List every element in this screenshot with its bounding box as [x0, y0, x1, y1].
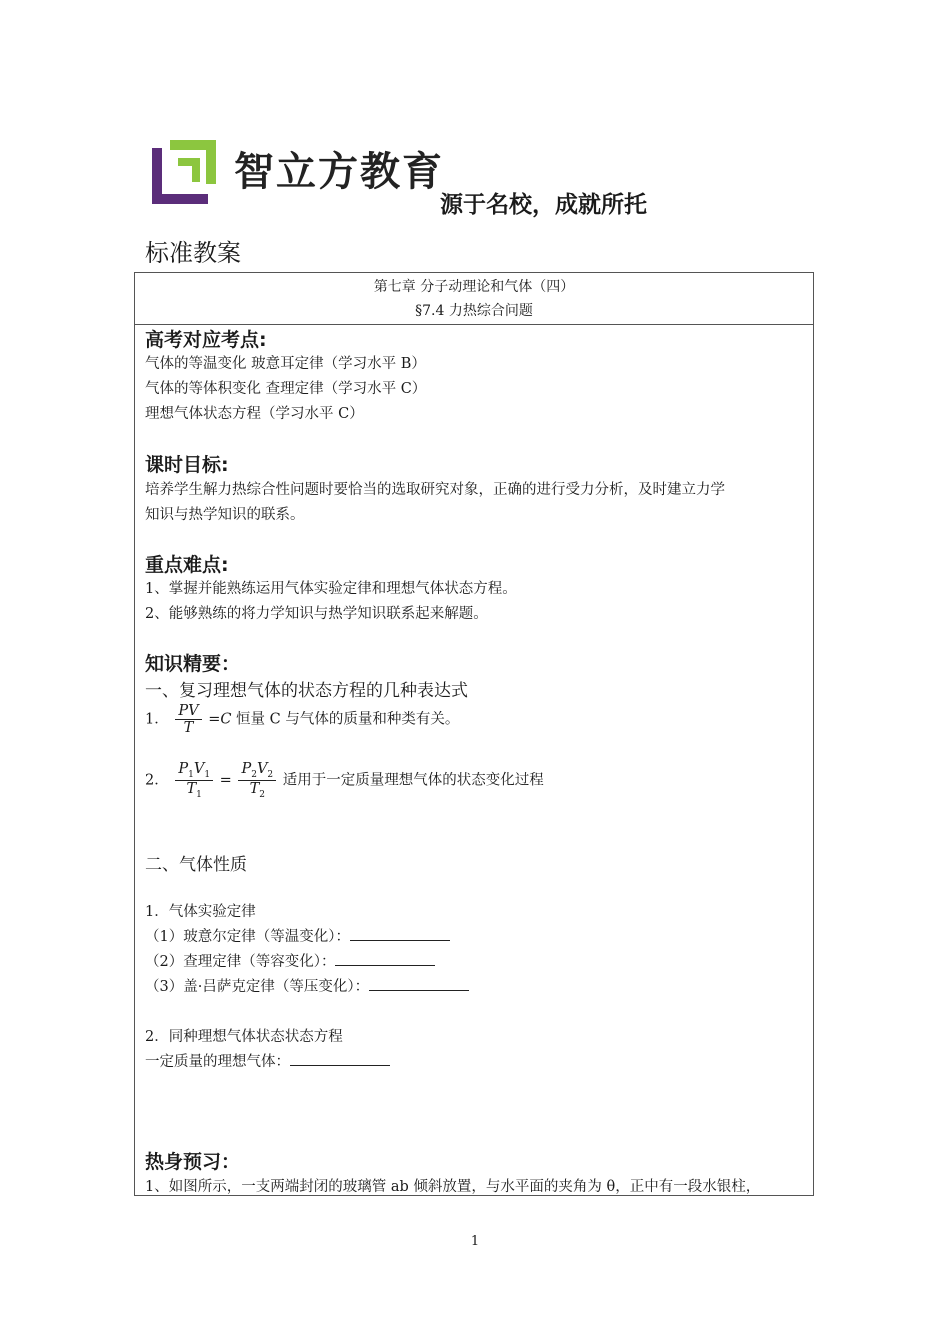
fraction-state-2: $\frac{P_2V_2}{T_2}$: [238, 761, 276, 800]
logo-green-inner: [178, 158, 200, 182]
equation-1: 1． $\frac{PV}{T}$ =C 恒量 C 与气体的质量和种类有关。: [145, 703, 460, 736]
mubiao-line: 培养学生解力热综合性问题时要恰当的选取研究对象，正确的进行受力分析，及时建立力学: [145, 482, 725, 498]
fraction-state-1: $\frac{P_1V_1}{T_1}$: [175, 761, 213, 800]
section-title: §7.4 力热综合问题: [415, 303, 533, 319]
mubiao-heading: 课时目标:: [145, 454, 229, 476]
mubiao-line: 知识与热学知识的联系。: [145, 507, 305, 523]
reshen-heading: 热身预习：: [145, 1151, 241, 1173]
kaodian-item: 气体的等温变化 玻意耳定律（学习水平 B）: [145, 356, 426, 372]
fraction-pv-over-t: $\frac{PV}{T}$: [175, 703, 201, 736]
fill-blank[interactable]: [290, 1051, 390, 1066]
zhongdian-heading: 重点难点:: [145, 554, 229, 576]
equation-2: 2． $\frac{P_1V_1}{T_1}$ = $\frac{P_2V_2}{T_2}$ 适用于一定质量理想气体的状态变化过程: [145, 761, 544, 800]
zhishi-heading: 知识精要：: [145, 653, 241, 675]
kaodian-heading: 高考对应考点:: [145, 329, 267, 351]
zhongdian-item: 2、能够熟练的将力学知识与热学知识联系起来解题。: [145, 606, 488, 622]
kaodian-item: 气体的等体积变化 查理定律（学习水平 C）: [145, 381, 427, 397]
question-1: 1、如图所示，一支两端封闭的玻璃管 ab 倾斜放置，与水平面的夹角为 θ，正中有一段水银柱，: [145, 1179, 761, 1195]
part2-title: 二、气体性质: [145, 855, 247, 875]
page-number: 1: [470, 1234, 480, 1249]
chapter-title: 第七章 分子动理论和气体（四）: [373, 279, 575, 295]
brand-name: 智立方教育: [234, 149, 444, 195]
subsection-title: 1．气体实验定律: [145, 904, 256, 920]
document-type: 标准教案: [145, 239, 241, 267]
fill-blank[interactable]: [350, 926, 450, 941]
kaodian-item: 理想气体状态方程（学习水平 C）: [145, 406, 364, 422]
fill-blank[interactable]: [369, 976, 469, 991]
slogan: 源于名校，成就所托: [440, 192, 647, 218]
part1-title: 一、复习理想气体的状态方程的几种表达式: [145, 681, 468, 701]
law-line: （3）盖·吕萨克定律（等压变化）：: [145, 975, 469, 996]
lesson-plan-table: [134, 272, 814, 1196]
state-equation-line: 一定质量的理想气体：: [145, 1050, 390, 1071]
zhongdian-item: 1、掌握并能熟练运用气体实验定律和理想气体状态方程。: [145, 581, 517, 597]
lesson-header-cell: [135, 273, 813, 325]
law-line: （2）查理定律（等容变化）：: [145, 950, 435, 971]
subsection-title: 2．同种理想气体状态状态方程: [145, 1029, 343, 1045]
law-line: （1）玻意尔定律（等温变化）：: [145, 925, 450, 946]
fill-blank[interactable]: [335, 951, 435, 966]
